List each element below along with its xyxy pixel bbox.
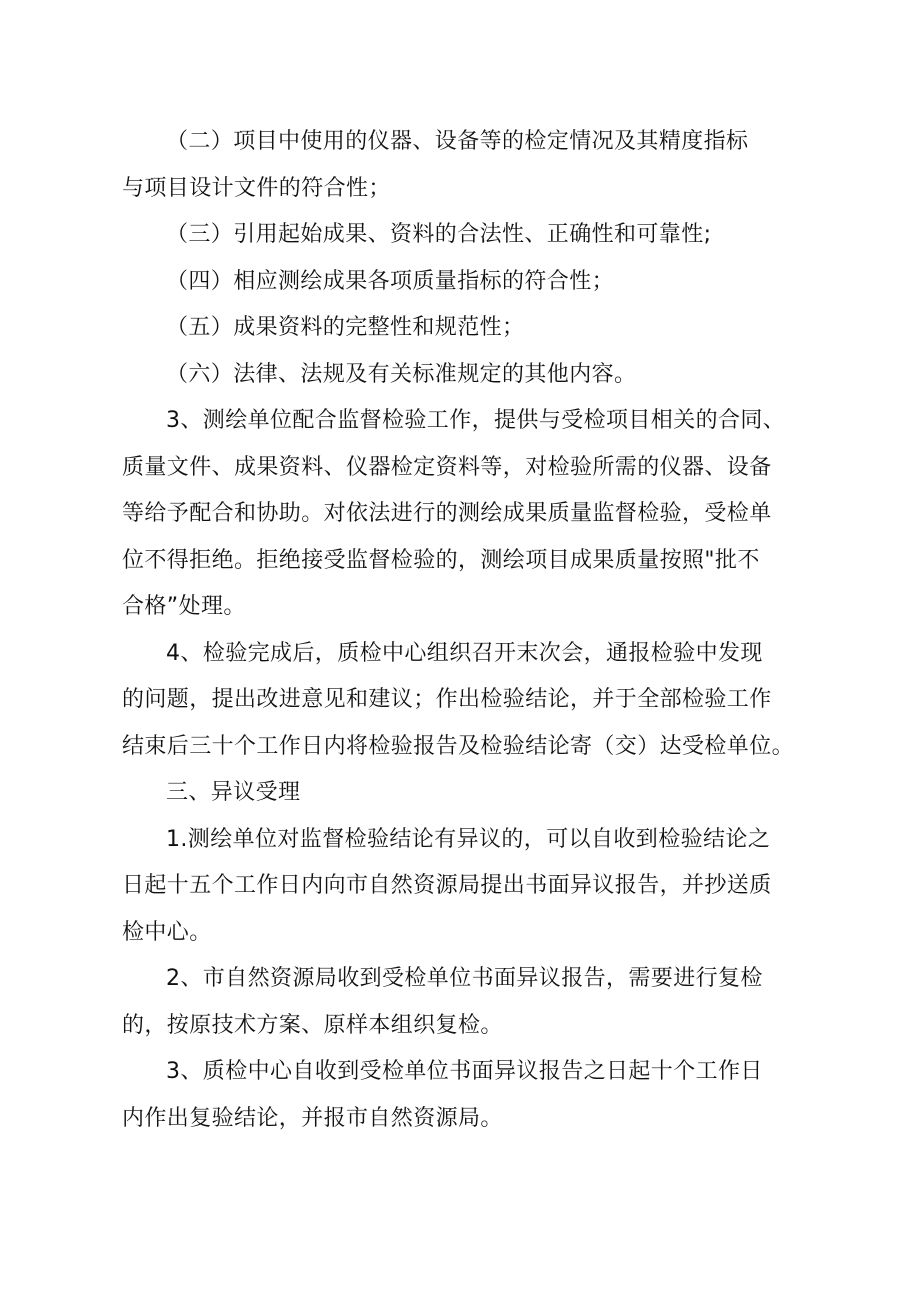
document-line: 日起十五个工作日内向市自然资源局提出书面异议报告，并抄送质 — [122, 873, 772, 898]
document-page — [122, 119, 795, 1142]
document-line: 结束后三十个工作日内将检验报告及检验结论寄（交）达受检单位。 — [122, 733, 795, 759]
document-line: 位不得拒绝。拒绝接受监督检验的，测绘项目成果质量按照"批不 — [122, 547, 760, 573]
document-line: 与项目设计文件的符合性； — [122, 175, 391, 201]
document-line: （五）成果资料的完整性和规范性； — [166, 315, 525, 340]
document-line: 3、质检中心自收到受检单位书面异议报告之日起十个工作日 — [166, 1059, 763, 1084]
document-body — [122, 119, 795, 1142]
document-line: 合格”处理。 — [122, 594, 246, 619]
document-line: 检中心。 — [122, 919, 212, 945]
document-line: 质量文件、成果资料、仪器检定资料等，对检验所需的仪器、设备 — [122, 454, 772, 480]
document-line: 三、异议受理 — [166, 780, 301, 805]
document-line: 的，按原技术方案、原样本组织复检。 — [122, 1012, 503, 1038]
document-line: 2、市自然资源局收到受检单位书面异议报告，需要进行复检 — [166, 966, 763, 991]
document-line: 4、检验完成后，质检中心组织召开末次会，通报检验中发现 — [166, 640, 763, 666]
document-line: 内作出复验结论，并报市自然资源局。 — [122, 1105, 503, 1131]
document-line: 等给予配合和协助。对依法进行的测绘成果质量监督检验，受检单 — [122, 501, 772, 526]
document-line: （三）引用起始成果、资料的合法性、正确性和可靠性; — [166, 222, 712, 247]
document-line: （二）项目中使用的仪器、设备等的检定情况及其精度指标 — [166, 129, 749, 154]
document-line: （六）法律、法规及有关标准规定的其他内容。 — [166, 361, 637, 387]
document-line: 1.测绘单位对监督检验结论有异议的，可以自收到检验结论之 — [166, 826, 771, 852]
document-line: 的问题，提出改进意见和建议；作出检验结论，并于全部检验工作 — [122, 687, 772, 712]
document-line: （四）相应测绘成果各项质量指标的符合性； — [166, 268, 615, 294]
document-line: 3、测绘单位配合监督检验工作，提供与受检项目相关的合同、 — [166, 408, 786, 433]
